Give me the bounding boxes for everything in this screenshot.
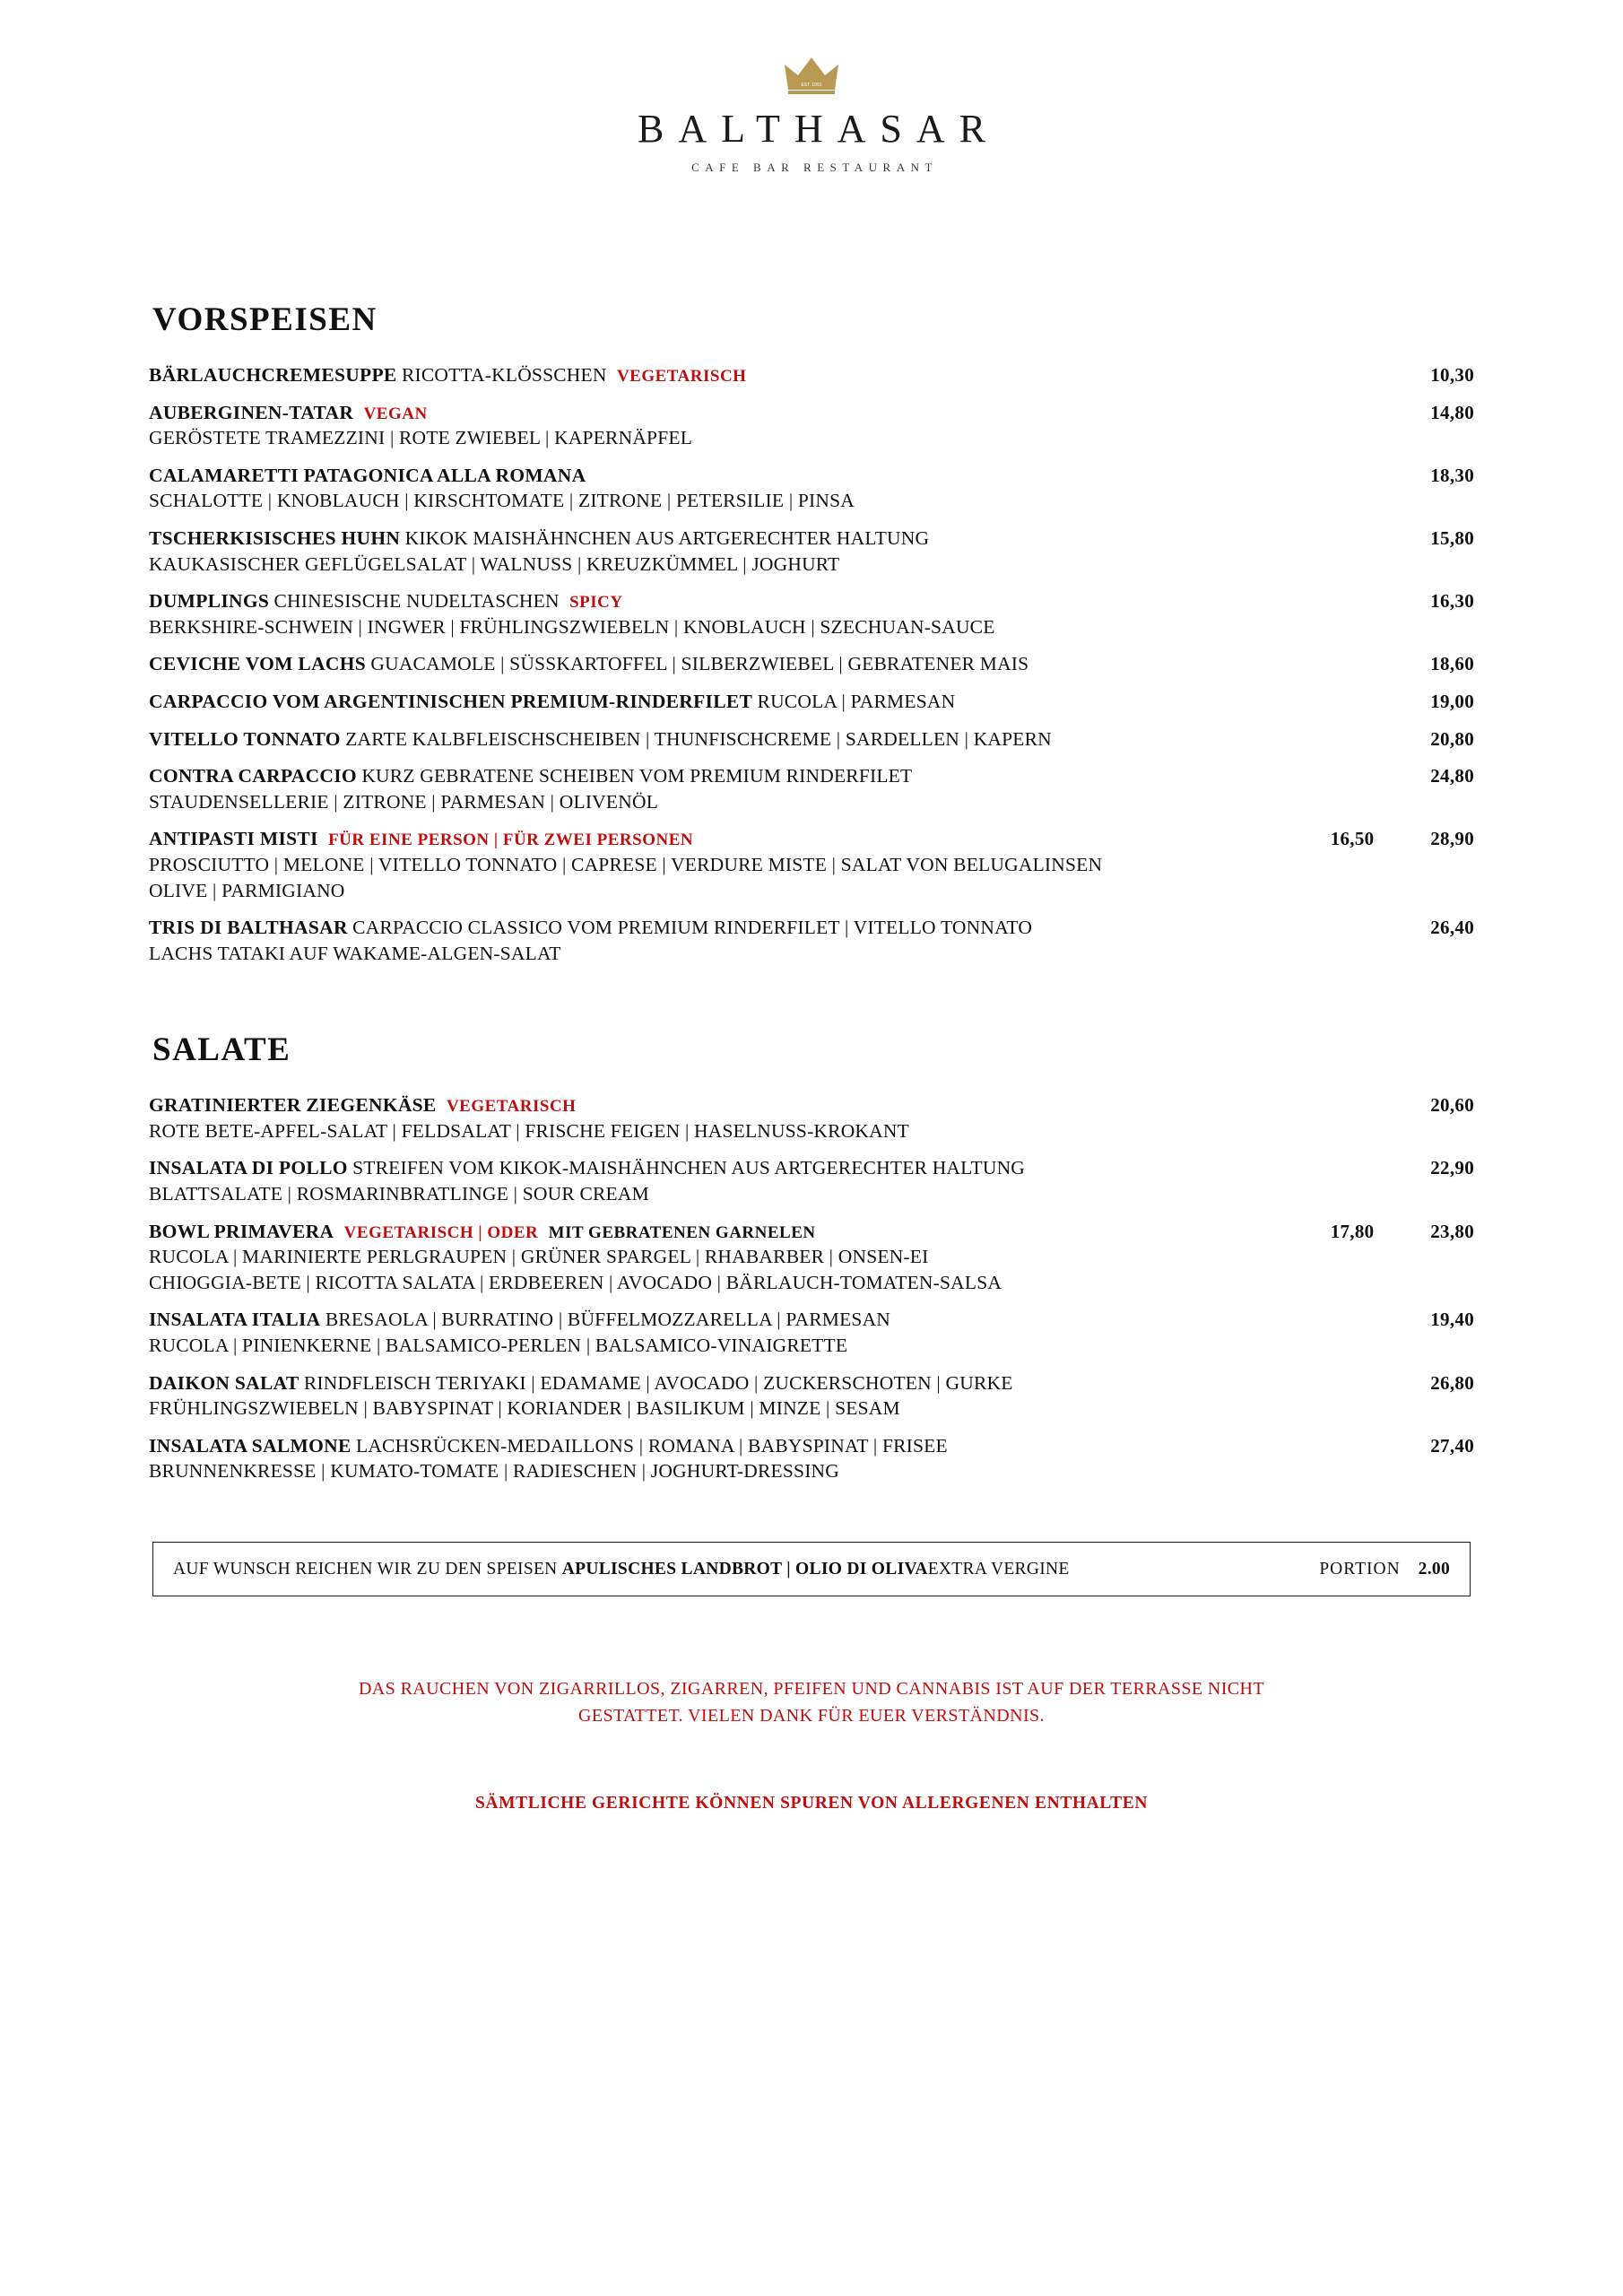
item-prices: [1250, 1435, 1474, 1457]
item-ingredients: PROSCIUTTO | MELONE | VITELLO TONNATO | CAPRESE | VERDURE MISTE | SALAT VON BELUGALINSEN: [149, 853, 1103, 875]
bread-suffix: EXTRA VERGINE: [927, 1560, 1070, 1578]
item-price-veg: 17,80: [1330, 1220, 1375, 1242]
item-price: 18,60: [1430, 653, 1474, 675]
menu-item: [149, 362, 1474, 388]
item-desc: KURZ GEBRATENE SCHEIBEN VOM PREMIUM RINDERFILET: [361, 765, 913, 787]
item-price: 19,00: [1430, 690, 1474, 712]
item-desc: ZARTE KALBFLEISCHSCHEIBEN | THUNFISCHCREME | SARDELLEN | KAPERN: [345, 727, 1052, 750]
item-prices: [1250, 364, 1474, 387]
item-prices: [1250, 465, 1474, 487]
item-price: 22,90: [1430, 1157, 1474, 1179]
item-ingredients: BLATTSALATE | ROSMARINBRATLINGE | SOUR CREAM: [149, 1183, 649, 1205]
item-name: TSCHERKISISCHES HUHN: [149, 526, 401, 549]
menu-item: [149, 526, 1474, 577]
item-ingredients: LACHS TATAKI AUF WAKAME-ALGEN-SALAT: [149, 942, 561, 964]
item-desc: STREIFEN VOM KIKOK-MAISHÄHNCHEN AUS ARTGERECHTER HALTUNG: [352, 1157, 1026, 1179]
menu-item: [149, 588, 1474, 639]
item-ingredients: GERÖSTETE TRAMEZZINI | ROTE ZWIEBEL | KAPERNÄPFEL: [149, 427, 693, 449]
item-ingredients: BERKSHIRE-SCHWEIN | INGWER | FRÜHLINGSZWIEBELN | KNOBLAUCH | SZECHUAN-SAUCE: [149, 615, 995, 638]
menu-item: [149, 1092, 1474, 1144]
item-prices: [1250, 1309, 1474, 1331]
smoking-notice-line2: GESTATTET. VIELEN DANK FÜR EUER VERSTÄNDNIS.: [578, 1706, 1045, 1726]
item-name: VITELLO TONNATO: [149, 727, 341, 750]
item-price: 18,30: [1430, 464, 1474, 486]
portion-label: PORTION: [1319, 1560, 1401, 1578]
menu-item: [149, 463, 1474, 514]
menu-item: [149, 689, 1474, 715]
item-desc: CARPACCIO CLASSICO VOM PREMIUM RINDERFILET | VITELLO TONNATO: [352, 917, 1033, 939]
item-name: BOWL PRIMAVERA: [149, 1220, 334, 1242]
item-desc: CHINESISCHE NUDELTASCHEN: [273, 590, 560, 613]
item-prices: [1250, 728, 1474, 751]
item-name: GRATINIERTER ZIEGENKÄSE: [149, 1094, 437, 1117]
item-ingredients: ROTE BETE-APFEL-SALAT | FELDSALAT | FRISCHE FEIGEN | HASELNUSS-KROKANT: [149, 1119, 909, 1142]
item-prices: [1250, 1221, 1474, 1243]
item-desc: RUCOLA | PARMESAN: [757, 690, 956, 712]
item-name: DAIKON SALAT: [149, 1371, 299, 1394]
section-vorspeisen: [149, 362, 1474, 966]
brand-subtitle: CAFE BAR RESTAURANT: [691, 161, 938, 174]
menu-item: [149, 1433, 1474, 1484]
item-name: CEVICHE VOM LACHS: [149, 653, 366, 675]
menu-item: [149, 651, 1474, 677]
item-tag: SPICY: [569, 593, 623, 613]
item-name: ANTIPASTI MISTI: [149, 828, 318, 850]
item-price: 26,80: [1430, 1371, 1474, 1394]
bread-offer-box: [152, 1542, 1471, 1596]
bread-prefix: AUF WUNSCH REICHEN WIR ZU DEN SPEISEN: [173, 1560, 558, 1578]
item-tag: VEGETARISCH: [616, 367, 747, 386]
item-tag: VEGETARISCH | ODER: [343, 1222, 539, 1242]
smoking-notice-line1: DAS RAUCHEN VON ZIGARRILLOS, ZIGARREN, PFEIFEN UND CANNABIS IST AUF DER TERRASSE NICHT: [358, 1679, 1265, 1699]
item-ingredients: KAUKASISCHER GEFLÜGELSALAT | WALNUSS | KREUZKÜMMEL | JOGHURT: [149, 552, 840, 575]
menu-item: [149, 1155, 1474, 1206]
item-tag-alt: MIT GEBRATENEN GARNELEN: [548, 1222, 816, 1242]
brand-name: BALTHASAR: [638, 107, 1000, 151]
item-desc: GUACAMOLE | SÜSSKARTOFFEL | SILBERZWIEBEL | GEBRATENER MAIS: [370, 653, 1029, 675]
item-price: 24,80: [1430, 765, 1474, 787]
item-name: DUMPLINGS: [149, 590, 270, 613]
brand-header: [0, 0, 1623, 175]
item-ingredients: RUCOLA | MARINIERTE PERLGRAUPEN | GRÜNER SPARGEL | RHABARBER | ONSEN-EI: [149, 1246, 929, 1268]
menu-item: [149, 1370, 1474, 1422]
item-ingredients-2: CHIOGGIA-BETE | RICOTTA SALATA | ERDBEEREN | AVOCADO | BÄRLAUCH-TOMATEN-SALSA: [149, 1271, 1002, 1293]
section-title-salate: SALATE: [152, 1031, 291, 1069]
item-name: AUBERGINEN-TATAR: [149, 401, 354, 423]
item-desc: KIKOK MAISHÄHNCHEN AUS ARTGERECHTER HALTUNG: [404, 526, 930, 549]
item-name: CALAMARETTI PATAGONICA ALLA ROMANA: [149, 464, 586, 486]
item-price-double: 28,90: [1430, 828, 1474, 850]
item-prices: [1250, 828, 1474, 850]
item-prices: [1250, 1157, 1474, 1179]
menu-item: [149, 915, 1474, 966]
item-prices: [1250, 691, 1474, 713]
item-price: 19,40: [1430, 1309, 1474, 1331]
item-desc: LACHSRÜCKEN-MEDAILLONS | ROMANA | BABYSPINAT | FRISEE: [356, 1434, 948, 1457]
item-price: 26,40: [1430, 917, 1474, 939]
menu-item: [149, 1307, 1474, 1358]
item-name: INSALATA SALMONE: [149, 1434, 352, 1457]
item-name: TRIS DI BALTHASAR: [149, 917, 348, 939]
item-desc: RICOTTA-KLÖSSCHEN: [401, 364, 607, 386]
item-price: 20,80: [1430, 727, 1474, 750]
smoking-notice: [149, 1675, 1474, 1729]
menu-item: [149, 400, 1474, 451]
item-prices: [1250, 765, 1474, 787]
item-tag: VEGETARISCH: [446, 1097, 577, 1117]
item-name: INSALATA ITALIA: [149, 1309, 321, 1331]
bread-bold: APULISCHES LANDBROT | OLIO DI OLIVA: [561, 1560, 928, 1578]
item-price-shrimp: 23,80: [1430, 1220, 1474, 1242]
item-tag: FÜR EINE PERSON | FÜR ZWEI PERSONEN: [328, 831, 694, 850]
section-salate: [149, 1092, 1474, 1484]
item-price: 27,40: [1430, 1434, 1474, 1457]
item-price: 20,60: [1430, 1094, 1474, 1117]
menu-item: [149, 726, 1474, 752]
item-ingredients: SCHALOTTE | KNOBLAUCH | KIRSCHTOMATE | ZITRONE | PETERSILIE | PINSA: [149, 490, 855, 512]
menu-item: [149, 763, 1474, 814]
allergen-notice: SÄMTLICHE GERICHTE KÖNNEN SPUREN VON ALLERGENEN ENTHALTEN: [474, 1794, 1149, 1813]
item-name: CONTRA CARPACCIO: [149, 765, 357, 787]
menu-item: [149, 1219, 1474, 1296]
portion-price: 2.00: [1418, 1560, 1450, 1578]
item-price: 10,30: [1430, 364, 1474, 386]
section-title-vorspeisen: VORSPEISEN: [152, 301, 378, 338]
item-prices: [1250, 1094, 1474, 1117]
item-prices: [1250, 402, 1474, 424]
item-ingredients: FRÜHLINGSZWIEBELN | BABYSPINAT | KORIANDER | BASILIKUM | MINZE | SESAM: [149, 1397, 900, 1420]
item-name: CARPACCIO VOM ARGENTINISCHEN PREMIUM-RINDERFILET: [149, 690, 753, 712]
svg-text:EST. 1991: EST. 1991: [801, 83, 822, 88]
crown-icon: [783, 54, 840, 97]
item-price: 16,30: [1430, 590, 1474, 613]
item-prices: [1250, 1372, 1474, 1395]
item-price: 14,80: [1430, 401, 1474, 423]
item-ingredients: RUCOLA | PINIENKERNE | BALSAMICO-PERLEN | BALSAMICO-VINAIGRETTE: [149, 1335, 848, 1357]
item-ingredients-2: OLIVE | PARMIGIANO: [149, 879, 345, 901]
item-tag: VEGAN: [363, 404, 428, 423]
menu-content: [149, 175, 1474, 1813]
item-price-single: 16,50: [1330, 828, 1375, 850]
item-ingredients: BRUNNENKRESSE | KUMATO-TOMATE | RADIESCHEN | JOGHURT-DRESSING: [149, 1460, 840, 1483]
item-price: 15,80: [1430, 526, 1474, 549]
item-ingredients: STAUDENSELLERIE | ZITRONE | PARMESAN | OLIVENÖL: [149, 790, 659, 813]
item-desc: RINDFLEISCH TERIYAKI | EDAMAME | AVOCADO | ZUCKERSCHOTEN | GURKE: [303, 1371, 1013, 1394]
item-prices: [1250, 653, 1474, 675]
item-prices: [1250, 917, 1474, 939]
item-desc: BRESAOLA | BURRATINO | BÜFFELMOZZARELLA | PARMESAN: [325, 1309, 891, 1331]
item-prices: [1250, 590, 1474, 613]
item-prices: [1250, 527, 1474, 550]
menu-item: [149, 826, 1474, 903]
item-name: INSALATA DI POLLO: [149, 1157, 348, 1179]
item-name: BÄRLAUCHCREMESUPPE: [149, 364, 397, 386]
